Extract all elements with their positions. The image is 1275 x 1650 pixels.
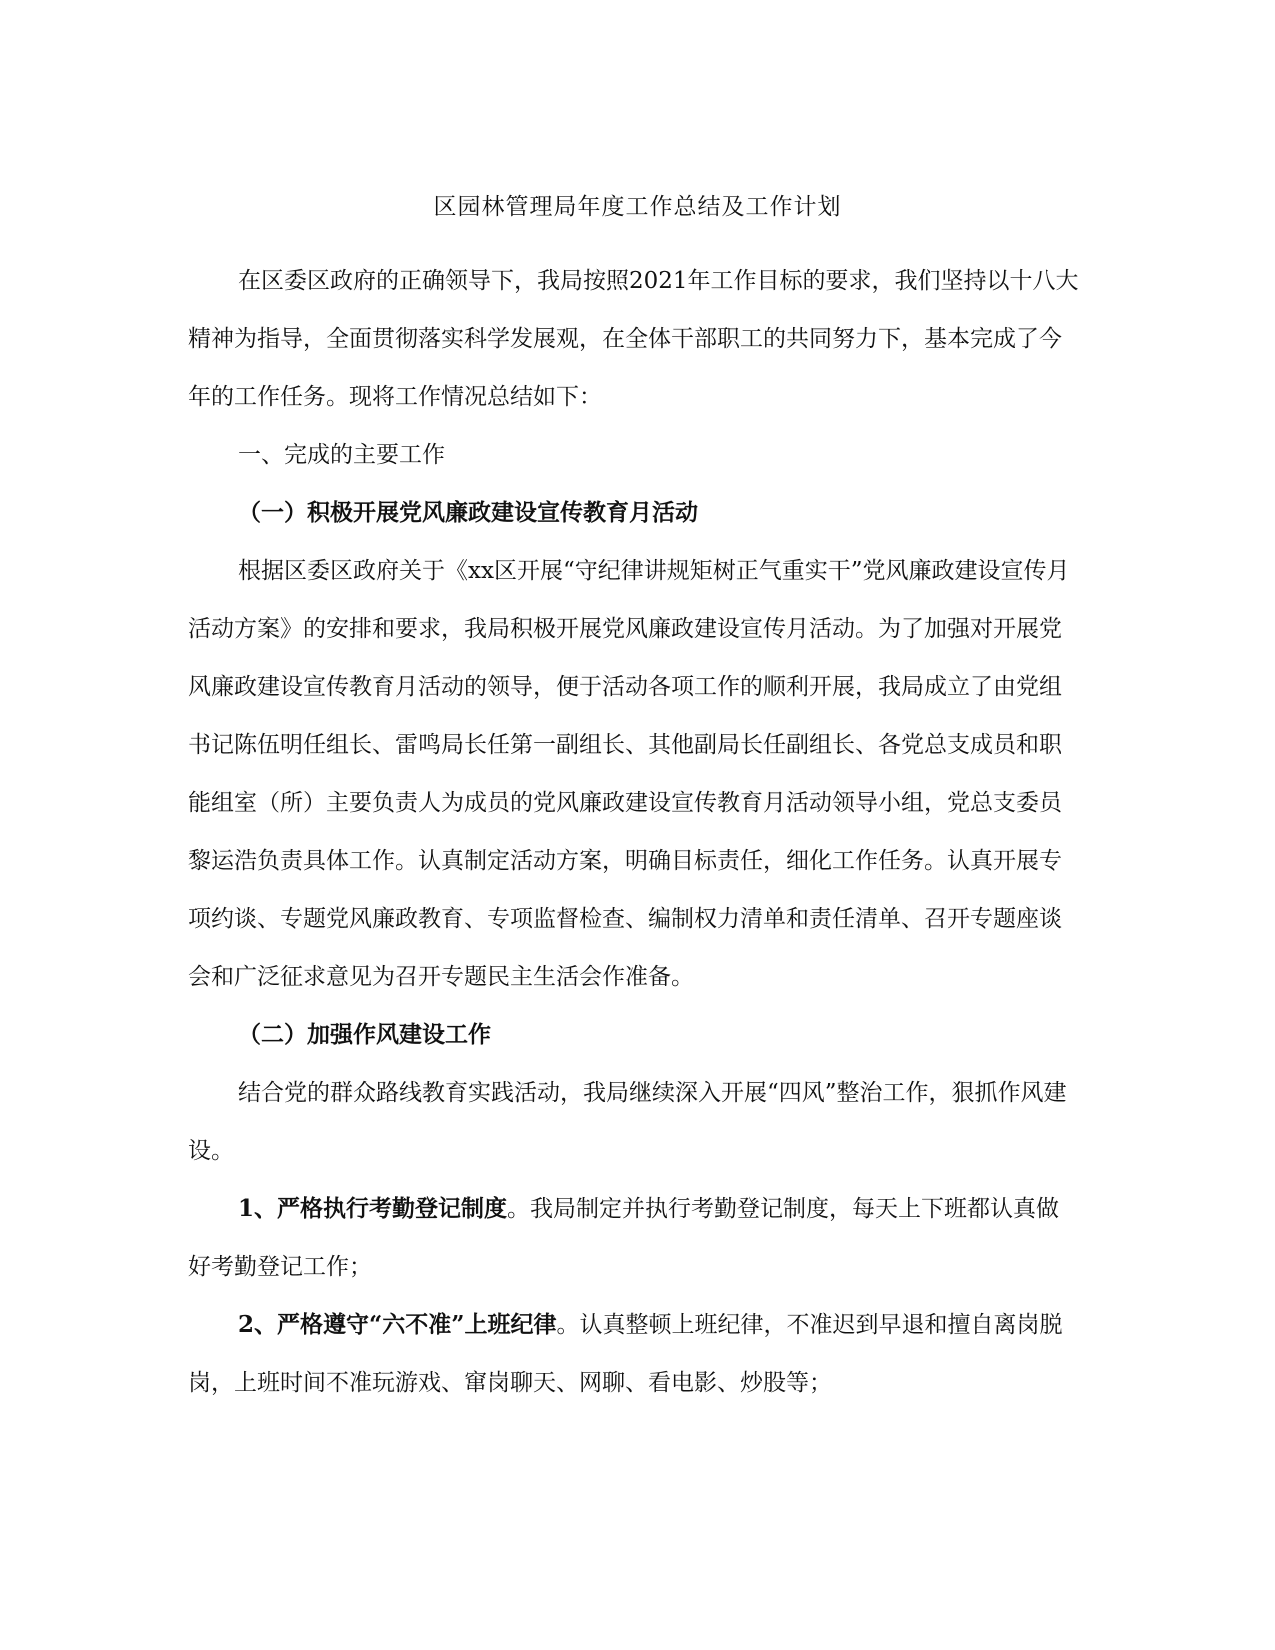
item-1-lead: 1、严格执行考勤登记制度: [238, 1195, 508, 1222]
item-1-paragraph: [188, 1180, 1080, 1296]
section-heading-main-work: 一、完成的主要工作: [238, 442, 445, 468]
item-2-paragraph: [188, 1296, 1080, 1412]
item-1-body: 。我局制定并执行考勤登记制度，每天上下班都认真做好考勤登记工作；: [188, 1196, 1060, 1280]
subsection-heading-1: （一）积极开展党风廉政建设宣传教育月活动: [238, 499, 698, 526]
item-2-lead: 2、严格遵守“六不准”上班纪律: [238, 1311, 557, 1338]
subsection-2-paragraph: 结合党的群众路线教育实践活动，我局继续深入开展“四风”整治工作，狠抓作风建设。: [188, 1080, 1067, 1164]
item-2-body: 。认真整顿上班纪律，不准迟到早退和擅自离岗脱岗，上班时间不准玩游戏、窜岗聊天、网聊、看电影、炒股等；: [188, 1312, 1063, 1396]
document-title: 区园林管理局年度工作总结及工作计划: [433, 194, 842, 220]
subsection-heading-2: （二）加强作风建设工作: [238, 1021, 491, 1048]
document-body: [188, 252, 1080, 1412]
subsection-1-paragraph: 根据区委区政府关于《xx区开展“守纪律讲规矩树正气重实干”党风廉政建设宣传月活动方案》的安排和要求，我局积极开展党风廉政建设宣传月活动。为了加强对开展党风廉政建设宣传教育月活动的领导，便于活动各项工作的顺利开展，我局成立了由党组书记陈伍明任组长、雷鸣局长任第一副组长、其他副局长任副组长、各党总支成员和职能组室（所）主要负责人为成员的党风廉政建设宣传教育月活动领导小组，党总支委员黎运浩负责具体工作。认真制定活动方案，明确目标责任，细化工作任务。认真开展专项约谈、专题党风廉政教育、专项监督检查、编制权力清单和责任清单、召开专题座谈会和广泛征求意见为召开专题民主生活会作准备。: [188, 558, 1070, 990]
intro-paragraph: 在区委区政府的正确领导下，我局按照2021年工作目标的要求，我们坚持以十八大精神为指导，全面贯彻落实科学发展观，在全体干部职工的共同努力下，基本完成了今年的工作任务。现将工作情况总结如下：: [188, 268, 1079, 410]
